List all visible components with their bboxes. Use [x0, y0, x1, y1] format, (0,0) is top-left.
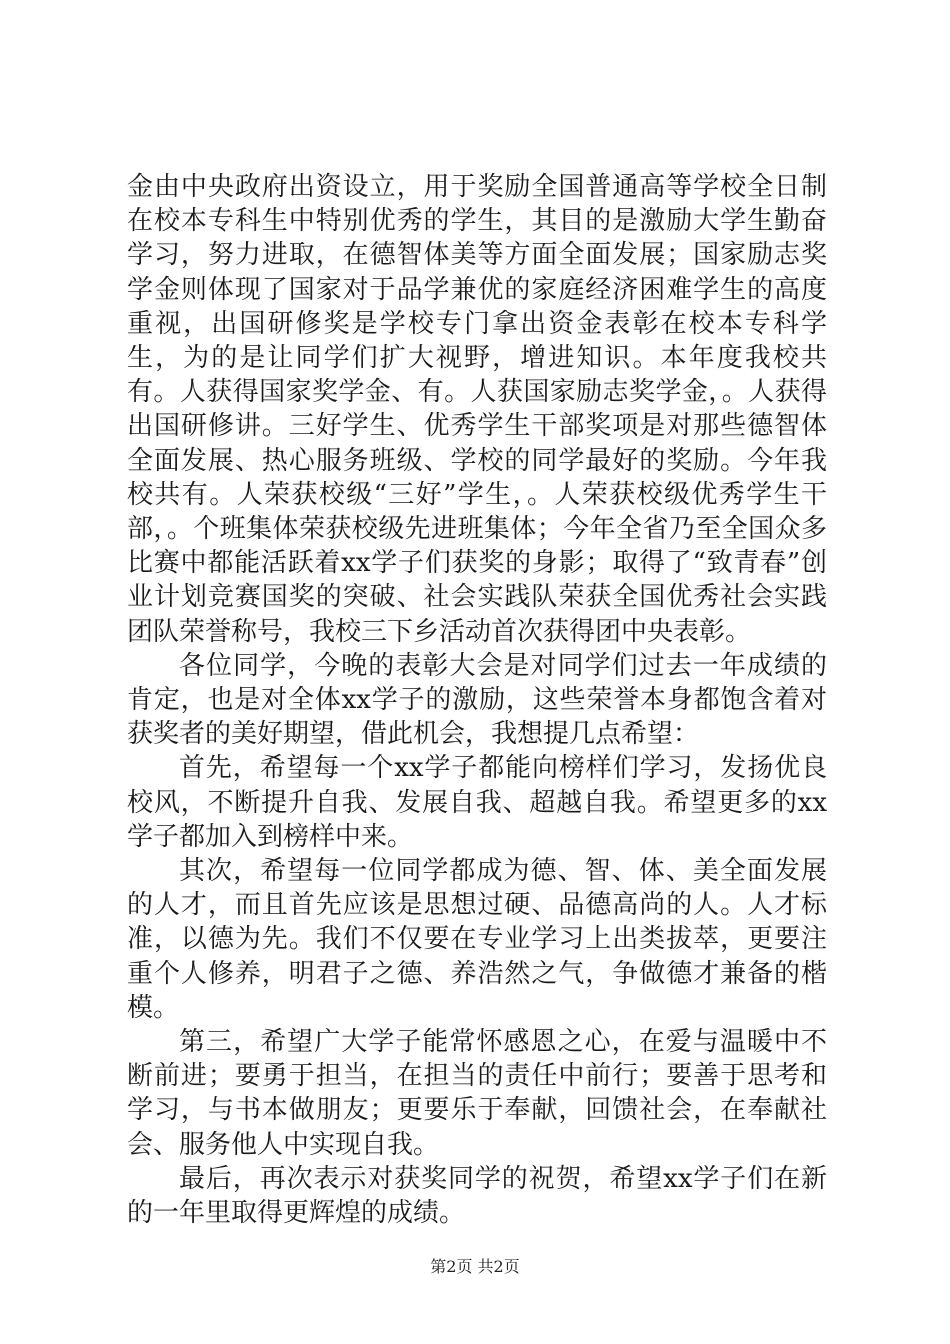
paragraph-5: 第三，希望广大学子能常怀感恩之心，在爱与温暖中不断前进；要勇于担当，在担当的责任中前行；要善于思考和学习，与书本做朋友；更要乐于奉献，回馈社会，在奉献社会、服务他人中实现自我。	[127, 1027, 827, 1160]
paragraph-6: 最后，再次表示对获奖同学的祝贺，希望xx学子们在新的一年里取得更辉煌的成绩。	[127, 1163, 827, 1229]
page-number-footer: 第2页 共2页	[430, 1257, 520, 1276]
document-body	[127, 170, 827, 1230]
paragraph-4: 其次，希望每一位同学都成为德、智、体、美全面发展的人才，而且首先应该是思想过硬、品德高尚的人。人才标准，以德为先。我们不仅要在专业学习上出类拔萃，更要注重个人修养，明君子之德、养浩然之气，争做德才兼备的楷模。	[127, 856, 827, 1023]
paragraph-1: 金由中央政府出资设立，用于奖励全国普通高等学校全日制在校本专科生中特别优秀的学生，其目的是激励大学生勤奋学习，努力进取，在德智体美等方面全面发展；国家励志奖学金则体现了国家对于品学兼优的家庭经济困难学生的高度重视，出国研修奖是学校专门拿出资金表彰在校本专科学生，为的是让同学们扩大视野，增进知识。本年度我校共有。人获得国家奖学金、有。人获国家励志奖学金，。人获得出国研修讲。三好学生、优秀学生干部奖项是对那些德智体全面发展、热心服务班级、学校的同学最好的奖励。今年我校共有。人荣获校级“三好”学生，。人荣获校级优秀学生干部，。个班集体荣获校级先进班集体；今年全省乃至全国众多比赛中都能活跃着xx学子们获奖的身影；取得了“致青春”创业计划竞赛国奖的突破、社会实践队荣获全国优秀社会实践团队荣誉称号，我校三下乡活动首次获得团中央表彰。	[127, 172, 827, 647]
paragraph-3: 首先，希望每一个xx学子都能向榜样们学习，发扬优良校风，不断提升自我、发展自我、超越自我。希望更多的xx学子都加入到榜样中来。	[127, 753, 827, 852]
paragraph-2: 各位同学，今晚的表彰大会是对同学们过去一年成绩的肯定，也是对全体xx学子的激励，这些荣誉本身都饱含着对获奖者的美好期望，借此机会，我想提几点希望：	[127, 650, 827, 750]
